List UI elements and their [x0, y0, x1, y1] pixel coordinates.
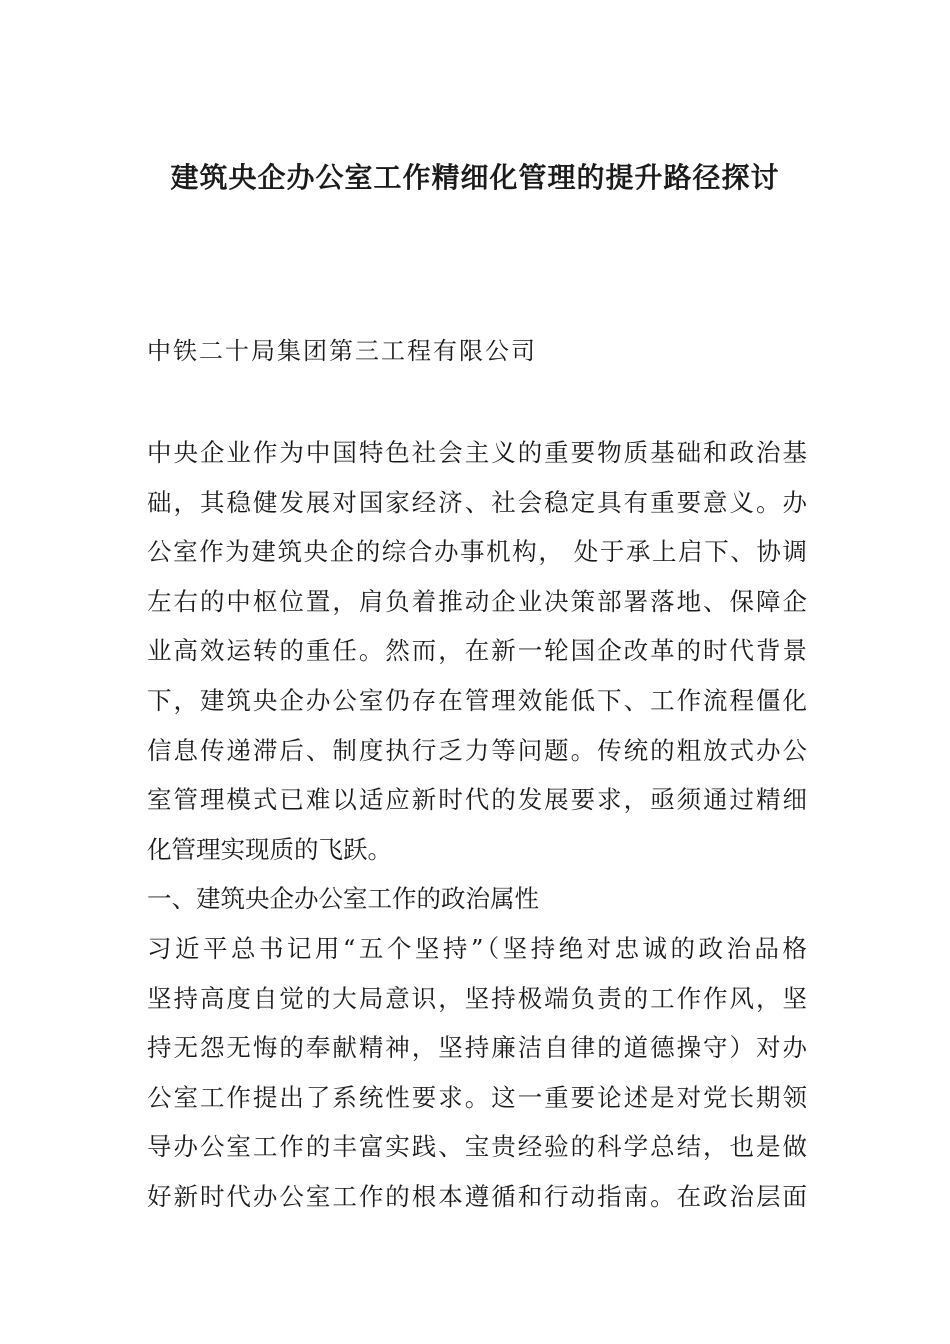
- body-line: 化管理实现质的飞跃。: [147, 834, 392, 864]
- body-line: 业高效运转的重任。然而，在新一轮国企改革的时代背景: [147, 636, 807, 666]
- section-heading: 一、建筑央企办公室工作的政治属性: [147, 884, 539, 914]
- author-organization: 中铁二十局集团第三工程有限公司: [147, 337, 537, 365]
- document-title: 建筑央企办公室工作精细化管理的提升路径探讨: [170, 161, 780, 194]
- document-body: [147, 428, 807, 1222]
- body-line: 下，建筑央企办公室仍存在管理效能低下、工作流程僵化: [147, 685, 807, 715]
- body-line: 公室工作提出了系统性要求。这一重要论述是对党长期领: [147, 1082, 807, 1112]
- body-line: 信息传递滞后、制度执行乏力等问题。传统的粗放式办公: [147, 735, 807, 765]
- body-line: 左右的中枢位置，肩负着推动企业决策部署落地、保障企: [147, 586, 807, 616]
- body-line: 坚持高度自觉的大局意识，坚持极端负责的工作作风，坚: [147, 983, 807, 1013]
- body-line: 好新时代办公室工作的根本遵循和行动指南。在政治层面: [147, 1181, 807, 1211]
- body-line: 持无怨无悔的奉献精神，坚持廉洁自律的道德操守）对办: [147, 1033, 807, 1063]
- body-line: 础，其稳健发展对国家经济、社会稳定具有重要意义。办: [147, 487, 807, 517]
- body-line: 公室作为建筑央企的综合办事机构， 处于承上启下、协调: [147, 537, 807, 567]
- body-line: 室管理模式已难以适应新时代的发展要求，亟须通过精细: [147, 785, 807, 815]
- body-line: 中央企业作为中国特色社会主义的重要物质基础和政治基: [147, 438, 807, 467]
- body-line: 习近平总书记用“五个坚持”（坚持绝对忠诚的政治品格: [147, 933, 807, 963]
- body-line: 导办公室工作的丰富实践、宝贵经验的科学总结，也是做: [147, 1132, 807, 1162]
